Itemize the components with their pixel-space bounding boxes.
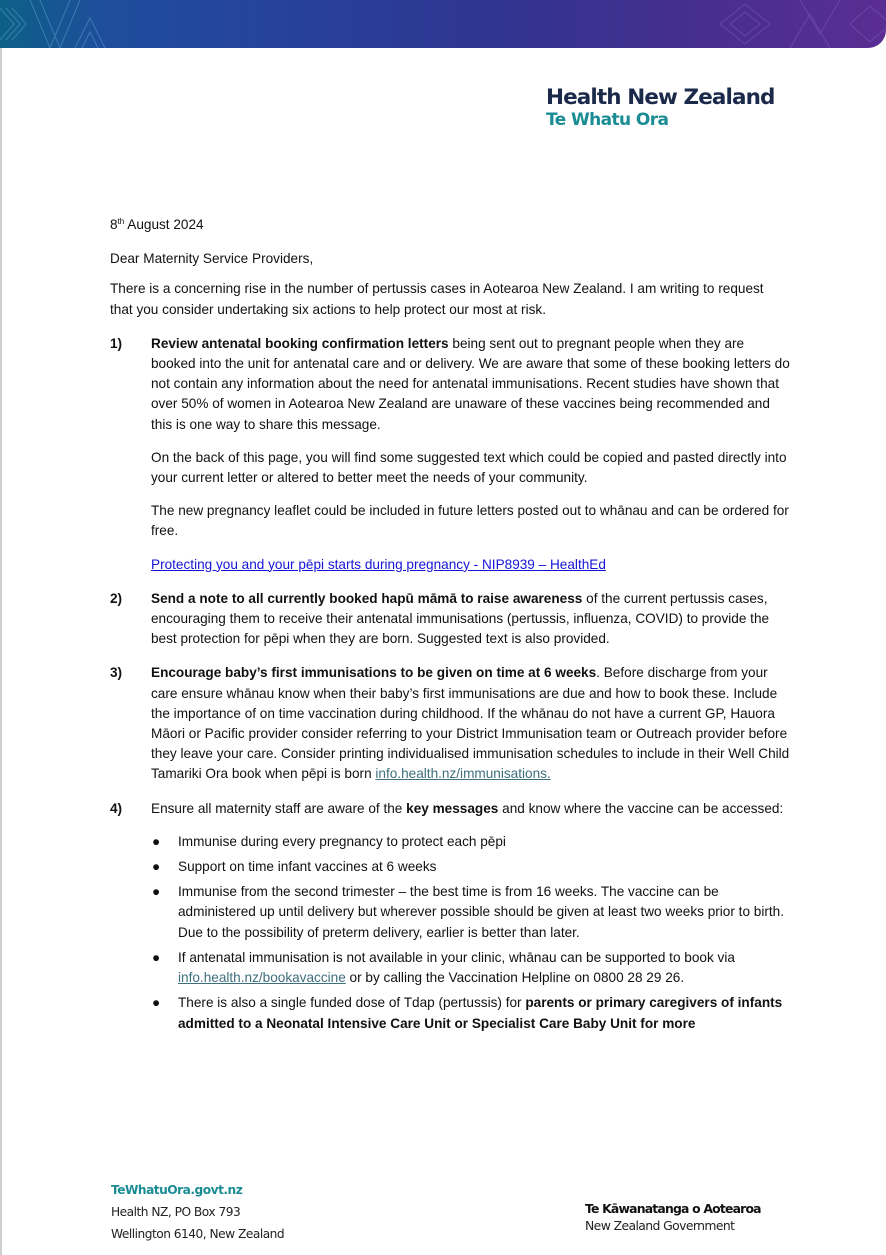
item-number: 3)	[110, 665, 123, 681]
list-item	[151, 993, 790, 1033]
page-edge	[0, 48, 2, 1255]
item-heading: Send a note to all currently booked hapū māmā to raise awareness	[151, 590, 583, 606]
list-item-text: There is also a single funded dose of Tdap (pertussis) for	[178, 995, 526, 1011]
list-item	[151, 857, 790, 877]
item-text: . Before discharge from your care ensure whānau know when their baby’s first immunisations are due and how to book these. Include the importance of on time vaccination during childhood. If the whānau do not have a current GP, Hauora Māori or Pacific provider consider referring to your District Immunisation team or Outreach provider before they leave your care. Consider printing individualised immunisation schedules to include in their Well Child Tamariki Ora book when pēpi is born	[151, 665, 790, 782]
item-number: 4)	[110, 800, 123, 816]
list-item-text: If antenatal immunisation is not available in your clinic, whānau can be supported to book via	[178, 949, 735, 965]
item-paragraph	[151, 799, 790, 819]
header-banner	[0, 0, 886, 48]
footer-address-line-2: Wellington 6140, New Zealand	[111, 1227, 285, 1241]
footer-contact	[111, 1179, 284, 1245]
koru-pattern-decoration	[0, 0, 886, 48]
item-paragraph	[151, 589, 790, 650]
list-item-text: Support on time infant vaccines at 6 weeks	[178, 859, 437, 875]
action-item-2	[110, 589, 790, 650]
date-day: 8	[110, 217, 118, 232]
bullet-icon: ●	[152, 995, 161, 1011]
item-text: of the current pertussis cases, encouraging them to receive their antenatal immunisations (pertussis, influenza, COVID) to provide the best protection for pēpi when they are born. Suggested text is also provided.	[151, 590, 770, 647]
list-item	[151, 882, 790, 943]
item-text: and know where the vaccine can be accessed:	[498, 800, 784, 816]
bullet-icon: ●	[152, 833, 161, 849]
item-number: 2)	[110, 590, 123, 606]
list-item	[151, 948, 790, 988]
immunisations-link[interactable]: info.health.nz/immunisations.	[375, 766, 551, 782]
bullet-icon: ●	[152, 884, 161, 900]
healthed-leaflet-link[interactable]: Protecting you and your pēpi starts during pregnancy - NIP8939 – HealthEd	[151, 556, 606, 572]
item-heading: key messages	[406, 800, 499, 816]
footer-address-line-1: Health NZ, PO Box 793	[111, 1205, 241, 1219]
item-text: Ensure all maternity staff are aware of the	[151, 800, 407, 816]
list-item-text: or by calling the Vaccination Helpline on 0800 28 29 26.	[345, 970, 685, 986]
health-nz-logo	[546, 86, 775, 130]
date-suffix: th	[117, 217, 125, 226]
letter-date	[110, 215, 790, 235]
list-item	[151, 832, 790, 852]
action-item-4	[110, 799, 790, 1034]
action-item-3	[110, 663, 790, 784]
logo-subtitle: Te Whatu Ora	[546, 110, 669, 130]
logo-title: Health New Zealand	[546, 85, 775, 110]
list-item-text: Immunise from the second trimester – the best time is from 16 weeks. The vaccine can be administered up until delivery but wherever possible should be given at least two weeks prior to birth. Due to the possibility of preterm delivery, earlier is better than later.	[178, 884, 784, 940]
intro-paragraph: There is a concerning rise in the number of pertussis cases in Aotearoa New Zealand. I am writing to request that you consider undertaking six actions to help protect our most at risk.	[110, 281, 764, 317]
list-item-bold-text: parents or primary caregivers of infants admitted to a Neonatal Intensive Care Unit or Specialist Care Baby Unit for more	[178, 995, 783, 1031]
item-paragraph-3: The new pregnancy leaflet could be included in future letters posted out to whānau and can be ordered for free.	[151, 503, 789, 539]
list-item-text: Immunise during every pregnancy to protect each pēpi	[178, 833, 506, 849]
gov-logo-english: New Zealand Government	[585, 1218, 735, 1233]
salutation: Dear Maternity Service Providers,	[110, 251, 314, 267]
bullet-icon: ●	[152, 859, 161, 875]
bullet-icon: ●	[152, 949, 161, 965]
key-messages-list	[151, 832, 790, 1034]
item-paragraph	[151, 334, 790, 435]
footer-website-link[interactable]: TeWhatuOra.govt.nz	[111, 1183, 243, 1197]
nz-government-logo	[585, 1200, 761, 1234]
letter-body	[110, 215, 790, 1048]
gov-logo-maori: Te Kāwanatanga o Aotearoa	[585, 1201, 761, 1216]
item-paragraph-2: On the back of this page, you will find some suggested text which could be copied and pasted directly into your current letter or altered to better meet the needs of your community.	[151, 449, 787, 486]
item-heading: Review antenatal booking confirmation letters	[151, 335, 449, 351]
item-paragraph	[151, 663, 790, 784]
item-number: 1)	[110, 335, 123, 351]
item-text: being sent out to pregnant people when they are booked into the unit for antenatal care and or delivery. We are aware that some of these booking letters do not contain any information about the need for antenatal immunisations. Recent studies have shown that over 50% of women in Aotearoa New Zealand are unaware of these vaccines being recommended and this is one way to share this message.	[151, 335, 790, 432]
action-item-1	[110, 334, 790, 575]
bookavaccine-link[interactable]: info.health.nz/bookavaccine	[178, 970, 346, 986]
date-month-year: August 2024	[124, 217, 204, 232]
item-heading: Encourage baby’s first immunisations to be given on time at 6 weeks	[151, 665, 597, 681]
